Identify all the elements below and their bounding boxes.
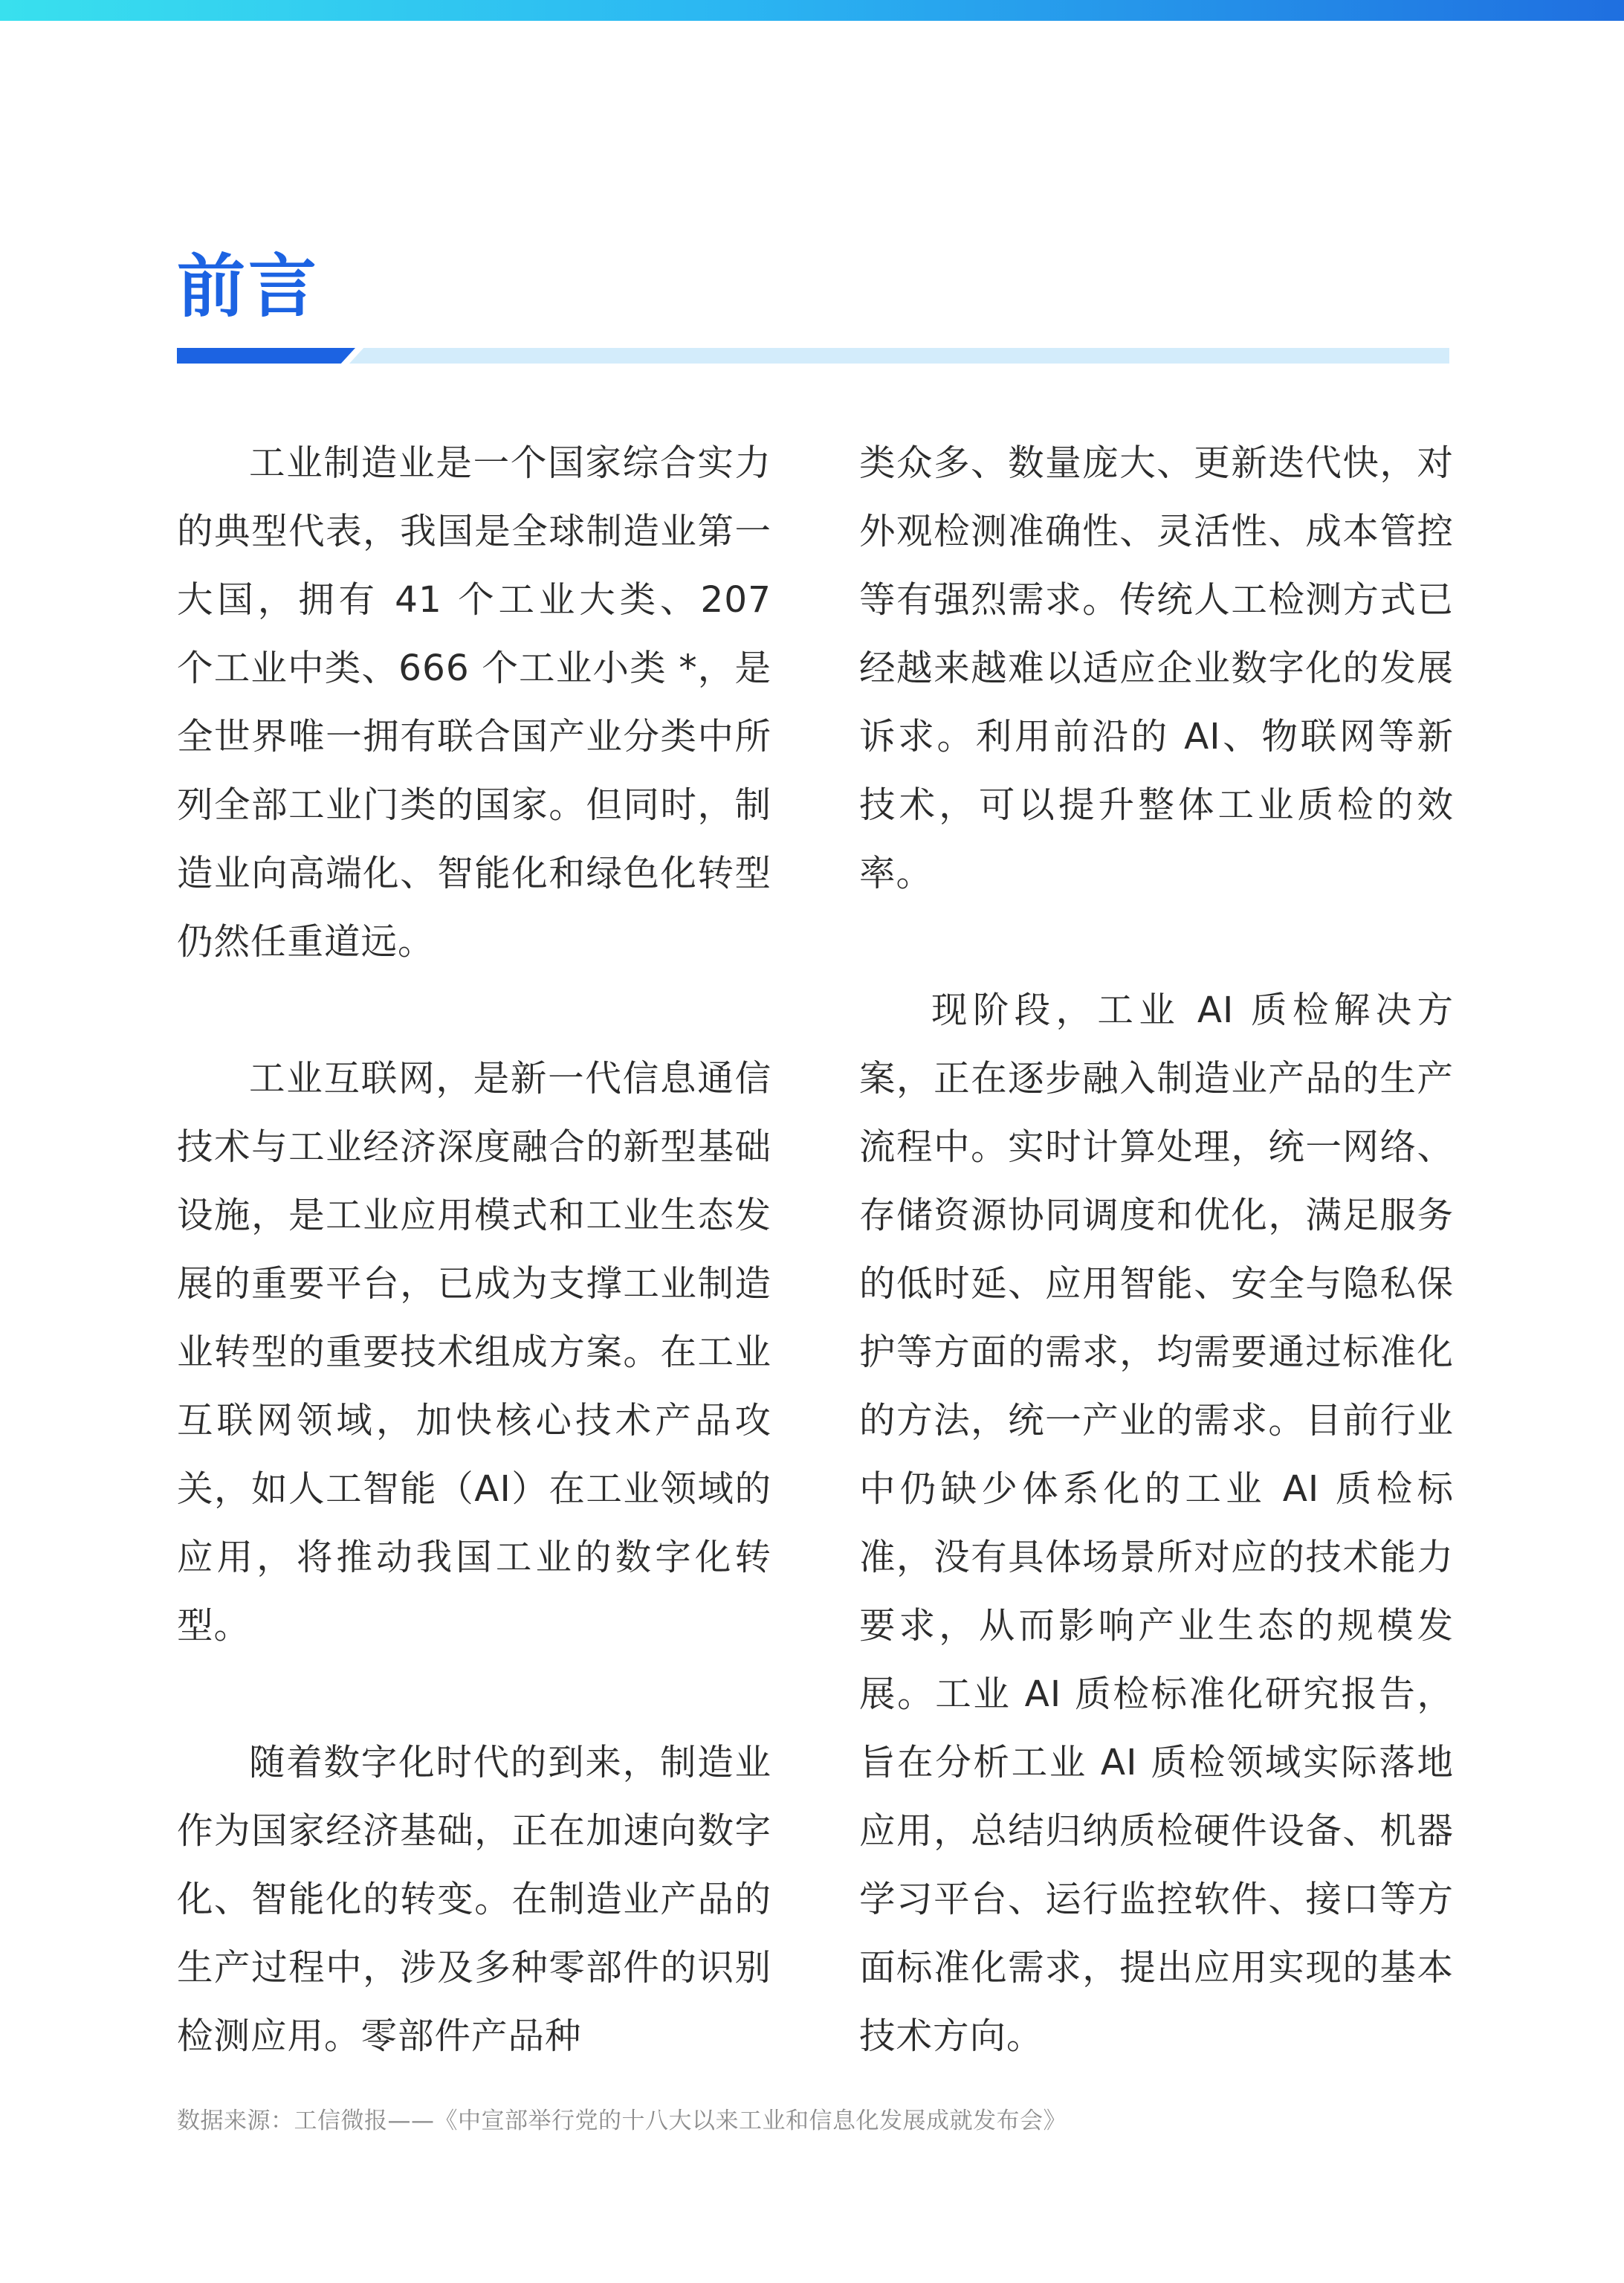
title-underline-accent <box>177 348 355 364</box>
title-underline-track <box>349 348 1449 364</box>
source-footnote: 数据来源：工信微报——《中宣部举行党的十八大以来工业和信息化发展成就发布会》 <box>177 2108 1067 2134</box>
left-column <box>177 429 771 2139</box>
title-underline <box>177 348 1449 364</box>
right-column <box>859 429 1454 2139</box>
page-title: 前言 <box>177 247 320 326</box>
body-paragraph: 工业互联网，是新一代信息通信技术与工业经济深度融合的新型基础设施，是工业应用模式和工业生态发展的重要平台，已成为支撑工业制造业转型的重要技术组成方案。在工业互联网领域，加快核心技术产品攻关，如人工智能（AI）在工业领域的应用，将推动我国工业的数字化转型。 <box>177 1058 771 1647</box>
body-paragraph: 现阶段，工业 AI 质检解决方案，正在逐步融入制造业产品的生产流程中。实时计算处理，统一网络、存储资源协同调度和优化，满足服务的低时延、应用智能、安全与隐私保护等方面的需求，均需要通过标准化的方法，统一产业的需求。目前行业中仍缺少体系化的工业 AI 质检标准，没有具体场景所对应的技术能力要求，从而影响产业生态的规模发展。工业 AI 质检标准化研究报告，旨在分析工业 AI 质检领域实际落地应用，总结归纳质检硬件设备、机器学习平台、运行监控软件、接口等方面标准化需求，提出应用实现的基本技术方向。 <box>859 989 1454 2057</box>
top-gradient-band <box>0 0 1624 21</box>
body-paragraph: 工业制造业是一个国家综合实力的典型代表，我国是全球制造业第一大国，拥有 41 个工业大类、207 个工业中类、666 个工业小类 *，是全世界唯一拥有联合国产业分类中所列全部工业门类的国家。但同时，制造业向高端化、智能化和绿色化转型仍然任重道远。 <box>177 442 771 963</box>
body-paragraph-continuation: 类众多、数量庞大、更新迭代快，对外观检测准确性、灵活性、成本管控等有强烈需求。传统人工检测方式已经越来越难以适应企业数字化的发展诉求。利用前沿的 AI、物联网等新技术，可以提升整体工业质检的效率。 <box>859 442 1454 894</box>
body-paragraph: 随着数字化时代的到来，制造业作为国家经济基础，正在加速向数字化、智能化的转变。在制造业产品的生产过程中，涉及多种零部件的识别检测应用。零部件产品种 <box>177 1742 771 2057</box>
